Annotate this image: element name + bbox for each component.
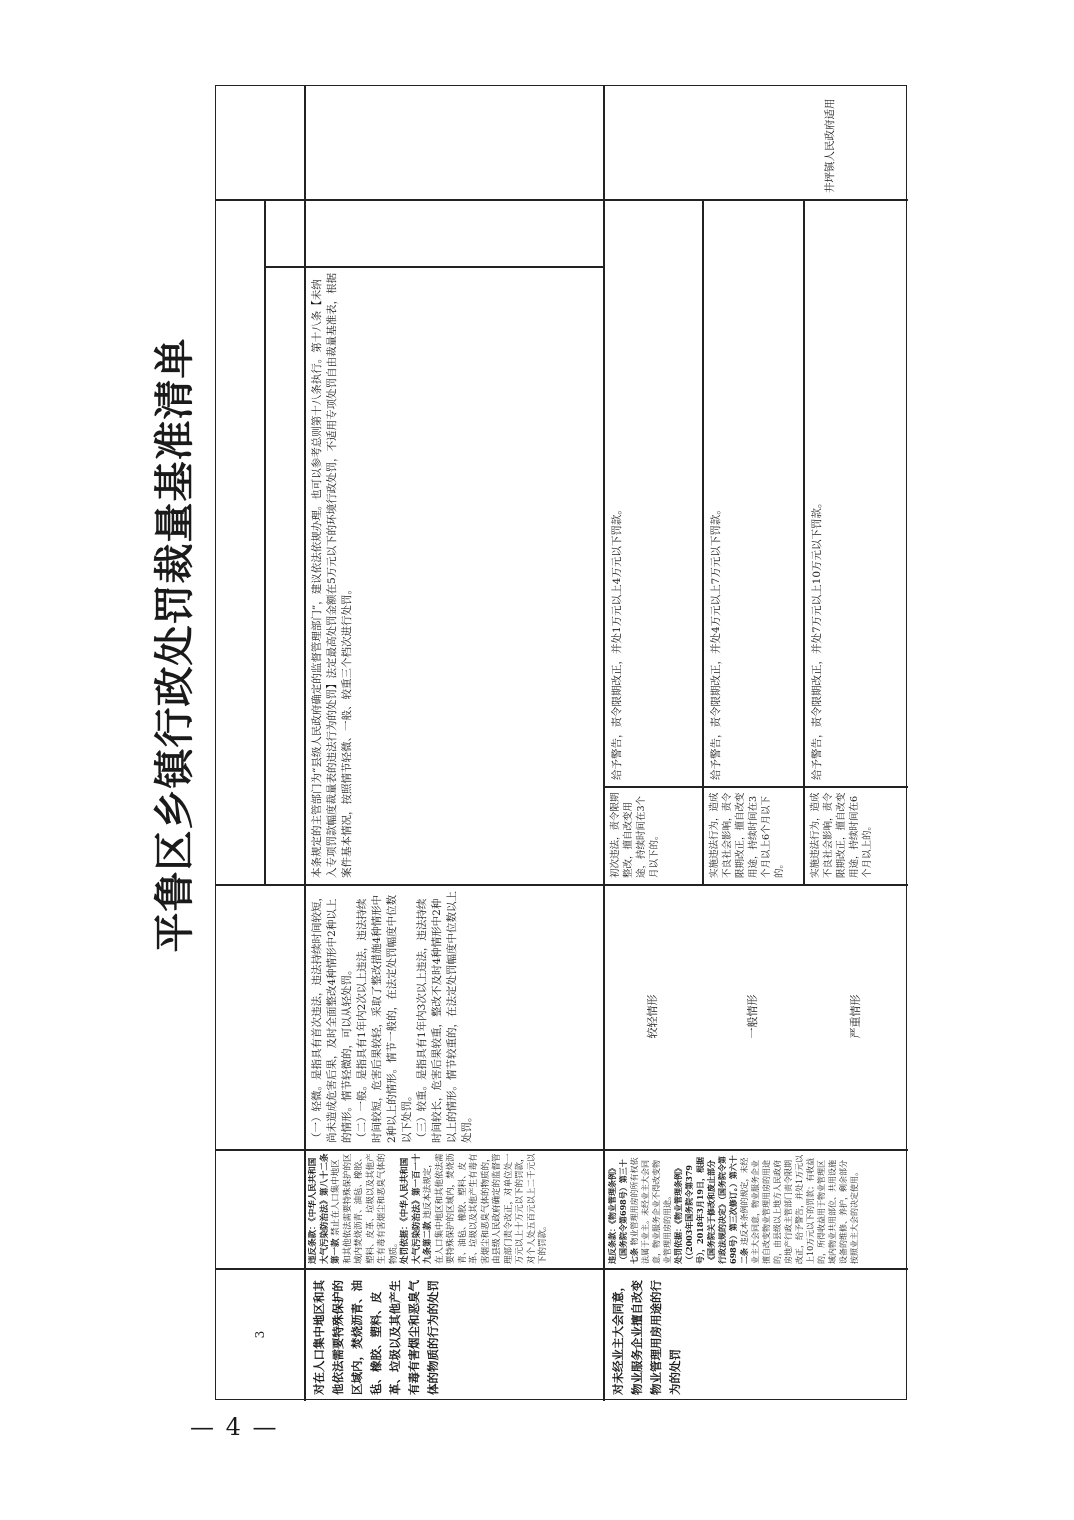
row4-basis <box>607 1153 904 1264</box>
row4-standard-general-text: 给予警告，责令限期改正，并处4万元以上7万元以下罚款。 <box>710 504 722 780</box>
row4-penalty-label: 处罚依据： <box>673 1224 683 1264</box>
row4-violation-law: 《物业管理条例》（国务院令第698号）第三十七条 <box>607 1159 639 1264</box>
row4-level-general-text: 一般情形 <box>746 994 759 1039</box>
applicable-text: 井坪镇人民政府适用 <box>824 98 836 193</box>
row4-violation-text: 物业管理用房的所有权依法属于业主。未经业主大会同意，物业服务企业不得改变物业管理用房的用途。 <box>630 1157 672 1264</box>
row3-penalty-text: 违反本法规定，在人口集中地区和其他依法需要特殊保护的区域内，焚烧沥青、油毡、橡胶、塑料、皮革、垃圾以及其他产生有毒有害烟尘和恶臭气体的物质的，由县级人民政府确定的监督管理部门责令改正，对单位处一万元以上十万元以下的罚款，对个人处五百元以上二千元以下的罚款。 <box>423 1153 548 1264</box>
grid-v-row3-sub <box>264 199 266 884</box>
row3-standard-text: 本条规定的主管部门为“县级人民政府确定的监督管理部门”，建议依法依规办理。也可以参考总则第十八条执行。第十八条【未纳入专项罚款幅度裁量表的违法行为的处罚】法定最高处罚金额在5万元以下的环境行政处罚，不适用专项处罚自由裁量基准表，根据案件基本情况，按照情节轻微、一般、较重三个档次进行处罚。 <box>311 272 353 878</box>
applicable-header <box>822 92 902 193</box>
row3-penalty-label: 处罚依据： <box>400 1221 410 1264</box>
row4-scope-general-text: 实施违法行为，造成不良社会影响，责令限期改正，擅自改变用途，持续时间在3个月以上6个月以下的。 <box>709 792 785 878</box>
row4-penalty-text: 违反本条例的规定，未经业主大会同意，物业服务企业擅自改变物业管理用房的用途的，由县级以上地方人民政府房地产行政主管部门责令限期改正，给予警告，并处1万元以上10万元以下的罚款；有收益的，所得收益用于物业管理区域内物业共用部位、共用设施设备的维修、养护，剩余部分按照业主大会的决定使用。 <box>740 1154 859 1264</box>
row4-standard-light <box>609 205 696 780</box>
row4-standard-general-cell <box>702 199 803 786</box>
row4-standard-light-cell <box>603 199 702 786</box>
final-sheet <box>215 85 907 1400</box>
row4-item <box>609 1274 902 1395</box>
row3-item-text: 对在人口集中地区和其他依法需要特殊保护的区域内，焚烧沥青、油毡、橡胶、塑料、皮革、垃圾以及其他产生有毒有害烟尘和恶臭气体的物质的行为的处罚 <box>312 1280 440 1395</box>
row4-standard-severe-text: 给予警告，责令限期改正，并处7万元以上10万元以下罚款。 <box>811 497 823 780</box>
row4-scope-light-cell <box>603 786 702 884</box>
page-title: 平鲁区乡镇行政处罚裁量基准清单 <box>151 337 198 953</box>
row3-scope-line: （一）轻微。是指具有首次违法，违法持续时间较短，尚未造成危害后果，及时全面整改4种情形中2种以上的情形。情节轻微的，可以从轻处罚。 <box>311 891 353 1143</box>
row3-scope-line: （三）较重。是指具有1年内3次以上违法，违法持续时间较长，危害后果较重，整改不及时4种情形中2种以上的情形。情节较重的，在法定处罚幅度中位数以上处罚。 <box>416 891 473 1143</box>
row3-violation-law: 《中华人民共和国大气污染防治法》第八十二条 第一款 <box>308 1153 341 1264</box>
row4-scope-severe-text: 实施违法行为，造成不良社会影响，责令限期改正，擅自改变用途，持续时间在6个月以上的。 <box>810 792 873 878</box>
row4-scope-severe <box>809 792 902 878</box>
row4-level-general-cell <box>702 884 803 1149</box>
row3-standard-cell <box>304 266 603 884</box>
row3-scope <box>310 890 597 1143</box>
row3-item <box>310 1274 597 1395</box>
row4-item-cell <box>603 1268 908 1401</box>
row3-basis-cell <box>304 1149 603 1268</box>
applicable-header-cell <box>816 86 908 199</box>
row4-standard-light-text: 给予警告，责令限期改正，并处1万元以上4万元以下罚款。 <box>611 504 623 780</box>
row4-level-light-cell <box>603 884 702 1149</box>
row3-basis <box>308 1153 599 1264</box>
row3-scope-line: （二）一般。是指具有1年内2次以上违法，违法持续时间较短，危害后果较轻，采取了整改措施4种情形中2种以上的情形。情节一般的，在法定处罚幅度中位数以下处罚。 <box>356 894 413 1143</box>
row4-standard-severe <box>809 205 902 780</box>
row4-level-severe-text: 严重情形 <box>849 994 862 1039</box>
row4-level-severe <box>809 890 902 1143</box>
row4-scope-light-text: 初次违法，责令限期整改，擅自改变用途，持续时间在3个月以下的。 <box>610 792 660 878</box>
row3-standard <box>310 272 597 878</box>
row3-no-cell <box>216 1268 304 1401</box>
row3-violation-text: 禁止在人口集中地区和其他依法需要特殊保护的区域内焚烧沥青、油毡、橡胶、塑料、皮革、垃圾以及其他产生有毒有害烟尘和恶臭气体的物质。 <box>331 1153 399 1264</box>
row4-level-light-text: 较轻情形 <box>646 994 659 1039</box>
row4-level-severe-cell <box>803 884 908 1149</box>
row4-level-general <box>708 890 797 1143</box>
row3-scope-cell <box>304 884 603 1149</box>
row4-penalty-law: 《物业管理条例》（（2003年国务院令第379号），2018年3月19日，根据《国务院关于修改和废止部分行政法规的决定》（国务院令第698号）第三次修订。）第六十二条 <box>673 1155 749 1264</box>
title-wrapper <box>150 265 200 1025</box>
row4-scope-light <box>609 792 696 878</box>
row3-no <box>222 1274 298 1395</box>
row4-level-light <box>609 890 696 1143</box>
row4-violation-label: 违反条款： <box>607 1224 617 1264</box>
row3-violation-label: 违反条款： <box>308 1221 318 1264</box>
page-number: — 4 — <box>190 1413 279 1441</box>
row4-standard-severe-cell <box>803 199 908 786</box>
row4-standard-general <box>708 205 797 780</box>
row3-penalty-law: 《中华人民共和国大气污染防治法》第一百一十九条第二款 <box>400 1153 433 1264</box>
row4-scope-general-cell <box>702 786 803 884</box>
row4-item-text: 对未经业主大会同意，物业服务企业擅自改变物业管理用房用途的行为的处罚 <box>611 1280 682 1395</box>
row4-scope-general <box>708 792 797 878</box>
row4-scope-severe-cell <box>803 786 908 884</box>
row3-no-text: 3 <box>252 1330 267 1339</box>
row4-basis-cell <box>603 1149 908 1268</box>
row3-item-cell <box>304 1268 603 1401</box>
